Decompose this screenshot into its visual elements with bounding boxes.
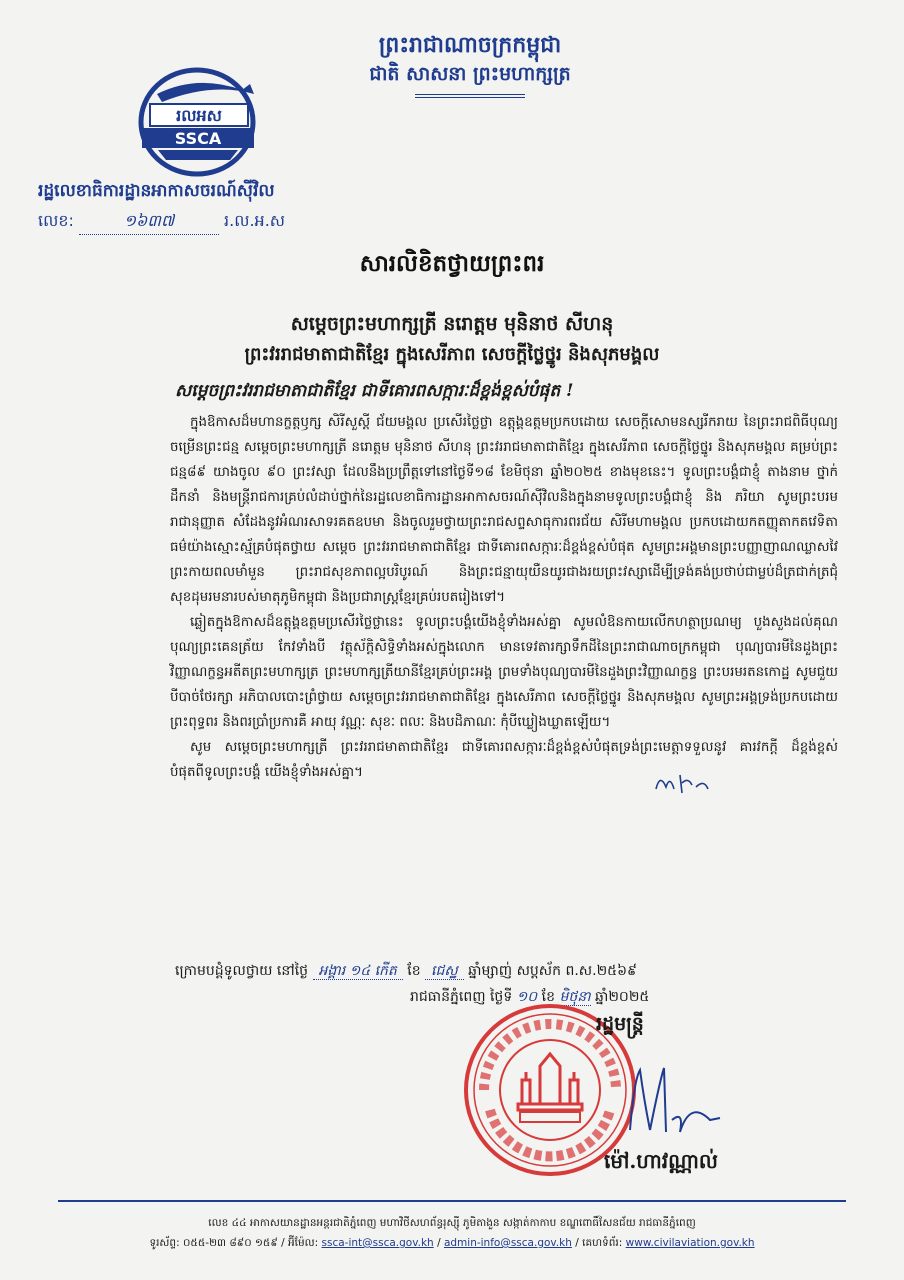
body-paragraph-3: សូម សម្តេចព្រះមហាក្សត្រី ព្រះវររាជមាតាជាតិខ្មែរ ជាទីគោរពសក្ការៈដ៏ខ្ពង់ខ្ពស់បំផុតទ្រង់ព្រះមេត្តាទទួលនូវ គារវកក្តី ដ៏ខ្ពង់ខ្ពស់បំផុតពីទូលព្រះបង្គំ យើងខ្ញុំទាំងអស់គ្នា។ bbox=[170, 740, 838, 780]
logo-khmer-text: រលអស bbox=[176, 106, 222, 125]
footer-phone: ទូរស័ព្ទ: ០៥៥-២៣ ៨៩០ ១៥៩ / អ៊ីម៉ែល: bbox=[149, 1237, 319, 1249]
letter-body bbox=[170, 410, 838, 785]
minister-title: រដ្ឋមន្ត្រី bbox=[596, 1013, 644, 1035]
kingdom-name: ព្រះរាជាណាចក្រកម្ពុជា bbox=[378, 32, 562, 58]
signoff-month: មិថុនា bbox=[559, 989, 591, 1005]
footer-divider bbox=[58, 1200, 846, 1202]
ministry-name: រដ្ឋលេខាធិការដ្ឋានអាកាសចរណ៍ស៊ីវិល bbox=[38, 181, 275, 201]
document-title: សារលិខិតថ្វាយព្រះពរ bbox=[359, 250, 545, 277]
signoff-prefix: ក្រោមបដ្តំទូលថ្វាយ នៅថ្ងៃ bbox=[175, 963, 309, 979]
letterhead-right bbox=[300, 30, 640, 98]
motto-divider bbox=[415, 94, 525, 98]
signoff-line-1 bbox=[175, 958, 835, 985]
footer-website[interactable]: www.civilaviation.gov.kh bbox=[625, 1237, 755, 1249]
salutation: សម្តេចព្រះវររាជមាតាជាតិខ្មែរ ជាទីគោរពសក្ការៈដ៏ខ្ពង់ខ្ពស់បំផុត ! bbox=[175, 381, 574, 401]
minister-name: ម៉ៅ.ហាវណ្ណាល់ bbox=[604, 1149, 718, 1173]
footer-address: លេខ ៤៤ អាកាសយានដ្ឋានអន្តរជាតិភ្នំពេញ មហាវិថីសហព័ន្ធរុស្ស៊ី ភូមិតាងួន សង្កាត់កាកាប ខណ្ឌពោធិ៍សែនជ័យ រាជធានីភ្នំពេញ bbox=[208, 1217, 696, 1229]
signoff-year: ឆ្នាំ២០២៥ bbox=[595, 989, 650, 1005]
month-label: ខែ bbox=[407, 963, 421, 979]
ssca-logo bbox=[122, 64, 272, 179]
city-day-label: រាជធានីភ្នំពេញ ថ្ងៃទី bbox=[410, 989, 513, 1005]
reference-prefix: លេខ: bbox=[38, 211, 74, 230]
body-paragraph-1: ក្នុងឱកាសដ៏មហានក្ខត្តឫក្ស សិរីសួស្តី ជ័យមង្គល ប្រសើរថ្លៃថ្លា ឧត្តុង្គឧត្តមប្រកបដោយ សេចក្តីសោមនស្សរីករាយ នៃព្រះរាជពិធីបុណ្យចម្រើនព្រះជន្ម សម្តេចព្រះមហាក្សត្រី នរោត្តម មុនិនាថ សីហនុ ព្រះវររាជមាតាជាតិខ្មែរ ក្នុងសេរីភាព សេចក្តីថ្លៃថ្នូរ និងសុភមង្គល គម្រប់ព្រះជន្ម៨៩ យាងចូល ៩០ ព្រះវស្សា ដែលនឹងប្រព្រឹត្តទៅនៅថ្ងៃទី១៨ ខែមិថុនា ឆ្នាំ២០២៥ ខាងមុខនេះ។ ទូលព្រះបង្គំជាខ្ញុំ តាងនាម ថ្នាក់ដឹកនាំ និងមន្ត្រីរាជការគ្រប់លំដាប់ថ្នាក់នៃរដ្ឋលេខាធិការដ្ឋានអាកាសចរណ៍ស៊ីវិលនិងក្នុងនាមទូលព្រះបង្គំជាខ្ញុំ និង ភរិយា សូមព្រះបរមរាជានុញ្ញាត សំដែងនូវអំណរសាទរគតឧបមា និងចូលរួមថ្វាយព្រះរាជសព្ទសាធុការពរជ័យ សិរីមហាមង្គល ប្រកបដោយកតញ្ញុតាកតវេទិតាធម៌យ៉ាងស្មោះស្ម័គ្របំផុតថ្វាយ សម្តេច ព្រះវររាជមាតាជាតិខ្មែរ ជាទីគោរពសក្ការៈដ៏ខ្ពង់ខ្ពស់បំផុត សូមព្រះអង្គមានព្រះបញ្ញាញាណឈ្លាសវៃ ព្រះកាយពលមាំមួន ព្រះរាជសុខភាពល្អបរិបូរណ៍ និងព្រះជន្មាយុយឺនយូរជាងរយព្រះវស្សាដើម្បីទ្រង់គង់ប្រថាប់ជាម្លប់ដ៏ត្រជាក់ត្រជុំសុខដុមរមនារបស់មាតុភូមិកម្ពុជា និងប្រជារាស្ត្រខ្មែរគ្រប់របតរៀងទៅ។ bbox=[170, 415, 838, 605]
footer-contact: ទូរស័ព្ទ: ០៥៥-២៣ ៨៩០ ១៥៩ / អ៊ីម៉ែល: ssca-int@ssca.gov.kh / admin-info@ssca.gov.kh / គេហទំព័រ: www.civilaviation.gov.kh bbox=[149, 1237, 755, 1249]
footer-email-1[interactable]: ssca-int@ssca.gov.kh bbox=[321, 1237, 434, 1249]
addressee-line-2: ព្រះវររាជមាតាជាតិខ្មែរ ក្នុងសេរីភាព សេចក្តីថ្លៃថ្នូរ និងសុភមង្គល bbox=[244, 344, 660, 365]
footer-email-2[interactable]: admin-info@ssca.gov.kh bbox=[443, 1237, 572, 1249]
signoff-suffix: ឆ្នាំម្សាញ់ សប្តស័ក ព.ស.២៥៦៩ bbox=[468, 963, 637, 979]
footer-web-label: / គេហទំព័រ: bbox=[575, 1237, 623, 1249]
reference-suffix: រ.ល.អ.ស bbox=[224, 211, 286, 230]
handwritten-initials bbox=[652, 767, 712, 799]
handwritten-signature bbox=[620, 1060, 730, 1140]
body-paragraph-2: ឆ្លៀតក្នុងឱកាសដ៏ឧត្តុង្គឧត្តមប្រសើរថ្លៃថ្លានេះ ទូលព្រះបង្គំយើងខ្ញុំទាំងអស់គ្នា សូមលំឱនកាយលើកហត្ថាប្រណម្យ បួងសួងដល់គុណបុណ្យព្រះគេនត្រ័យ កែវទាំងបី វត្ថុស័ក្តិសិទ្ធិទាំងអស់ក្នុងលោក មានទេវតារក្សាទឹកដីនៃព្រះរាជាណាចក្រកម្ពុជា បុណ្យបារមីនៃដួងព្រះវិញ្ញាណក្ខន្ធអតីតព្រះមហាក្សត្រ ព្រះមហាក្សត្រីយានីខ្មែរគ្រប់ព្រះអង្គ ព្រមទាំងបុណ្យបារមីនៃដួងព្រះវិញ្ញាណក្ខន្ធ ព្រះបរមរតនកោដ្ឋ សូមជួយបីបាច់ថែរក្សា អភិបាលបោះព្រំថ្វាយ សម្តេចព្រះវររាជមាតាជាតិខ្មែរ ក្នុងសេរីភាព សេចក្តីថ្លៃថ្នូរ និងសុភមង្គល សូមព្រះអង្គទ្រង់ប្រកបដោយព្រះពុទ្ធពរ និងពរប្រាំប្រការគឺ អាយុ វណ្ណៈ សុខៈ ពលៈ និងបដិភាណៈ កុំបីឃ្លៀងឃ្លាតឡើយ។ bbox=[170, 615, 838, 730]
addressee-line-1: សម្តេចព្រះមហាក្សត្រី នរោត្តម មុនិនាថ សីហនុ bbox=[290, 313, 614, 335]
national-motto: ជាតិ សាសនា ព្រះមហាក្សត្រ bbox=[369, 63, 571, 85]
signoff-day: ១០ bbox=[516, 989, 538, 1005]
lunar-day: អង្គារ ១៤ កើត bbox=[313, 963, 403, 980]
reference-line bbox=[38, 210, 285, 235]
reference-number: ១៦៣៧ bbox=[79, 210, 219, 235]
lunar-month: ជេស្ឋ bbox=[425, 963, 464, 980]
logo-latin-text: SSCA bbox=[174, 129, 222, 148]
month-label-2: ខែ bbox=[541, 989, 555, 1005]
